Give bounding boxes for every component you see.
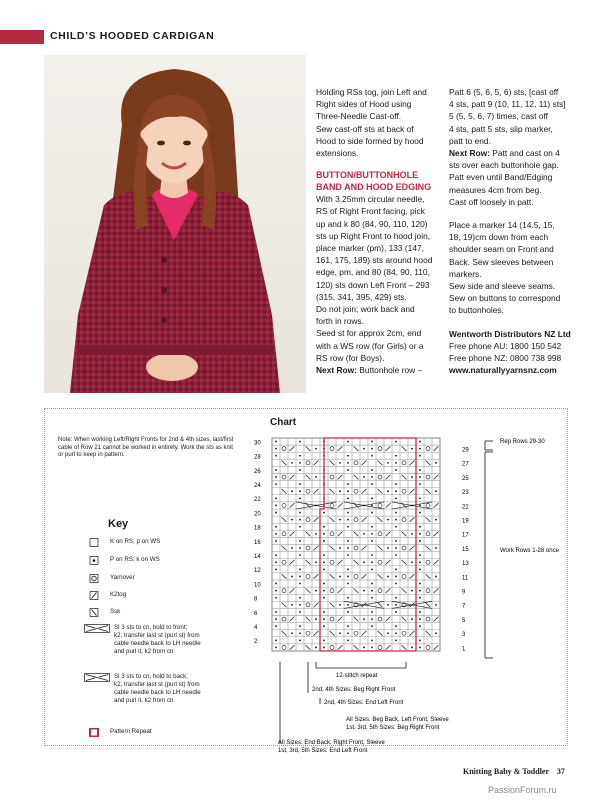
finishing-paragraph: Place a marker 14 (14.5, 15, 18, 19)cm down from each shoulder seam on Front and Back. Sew sleeves between markers. Sew side and sleeve seams. Sew on buttons to correspond to buttonholes. — [449, 220, 561, 316]
purl-stitch — [387, 519, 389, 521]
purl-stitch — [299, 632, 301, 634]
right-row-number: 1 — [462, 646, 466, 653]
purl-stitch — [411, 618, 413, 620]
purl-stitch — [291, 519, 293, 521]
header-accent-bar — [0, 30, 44, 44]
purl-stitch — [371, 505, 373, 507]
purl-stitch — [323, 583, 325, 585]
purl-stitch — [395, 497, 397, 499]
key-item-cable-back: Sl 3 sts to cn, hold to back; k2, transfer last st (purl st) from cable needle back to LH needle and purl it, k2 from cn — [84, 673, 201, 705]
purl-stitch — [323, 561, 325, 563]
purl-stitch — [371, 618, 373, 620]
purl-stitch — [395, 526, 397, 528]
key-item-knit: K on RS; p on WS — [84, 538, 160, 547]
purl-stitch — [419, 505, 421, 507]
left-row-number: 18 — [254, 525, 261, 532]
purl-stitch — [419, 568, 421, 570]
right-row-number: 21 — [462, 504, 469, 511]
purl-stitch — [371, 526, 373, 528]
purl-stitch — [419, 597, 421, 599]
purl-stitch — [323, 597, 325, 599]
purl-stitch — [435, 490, 437, 492]
purl-stitch — [347, 625, 349, 627]
website-link[interactable]: www.naturallyyarnsnz.com — [449, 365, 557, 376]
purl-stitch — [435, 604, 437, 606]
sizes-24-beg-right-front: 2nd, 4th Sizes: Beg Right Front — [312, 687, 396, 693]
stitch-repeat-bracket — [316, 662, 406, 668]
purl-stitch — [435, 519, 437, 521]
purl-stitch — [339, 604, 341, 606]
right-row-number: 15 — [462, 546, 469, 553]
purl-stitch — [363, 476, 365, 478]
purl-stitch — [291, 547, 293, 549]
purl-stitch — [275, 590, 277, 592]
key-item-cable-front: Sl 3 sts to cn, hold to front; k2, transfer last st (purl st) from cable needle back to LH needle and purl it, k2 from cn — [84, 624, 201, 656]
purl-stitch — [275, 497, 277, 499]
purl-stitch — [387, 604, 389, 606]
purl-stitch — [371, 561, 373, 563]
purl-stitch — [395, 583, 397, 585]
hood-join-paragraph: Holding RSs tog, join Left and Right sides of Hood using Three-Needle Cast-off. Sew cast-off sts at back of Hood to side formed by hood extensions. — [316, 87, 427, 159]
right-row-number: 9 — [462, 589, 466, 596]
purl-stitch — [419, 625, 421, 627]
purl-stitch — [275, 441, 277, 443]
purl-stitch — [299, 554, 301, 556]
purl-stitch — [371, 568, 373, 570]
purl-stitch — [347, 490, 349, 492]
purl-stitch — [347, 576, 349, 578]
purl-stitch — [371, 554, 373, 556]
purl-stitch — [395, 597, 397, 599]
left-row-number: 6 — [254, 610, 258, 617]
left-row-number: 26 — [254, 468, 261, 475]
purl-stitch — [419, 469, 421, 471]
purl-stitch — [419, 448, 421, 450]
purl-stitch — [347, 469, 349, 471]
phone-nz: Free phone NZ: 0800 738 998 — [449, 353, 562, 364]
left-row-number: 10 — [254, 582, 261, 589]
purl-stitch — [411, 476, 413, 478]
right-row-number: 25 — [462, 475, 469, 482]
purl-stitch — [395, 568, 397, 570]
purl-stitch — [371, 512, 373, 514]
purl-stitch — [275, 483, 277, 485]
purl-stitch — [299, 604, 301, 606]
purl-stitch — [315, 590, 317, 592]
purl-stitch — [299, 576, 301, 578]
purl-stitch — [323, 590, 325, 592]
purl-stitch — [275, 561, 277, 563]
purl-stitch — [387, 490, 389, 492]
key-item-k2tog: K2tog — [84, 591, 126, 600]
instructions-column-2 — [449, 86, 579, 376]
right-row-number: 7 — [462, 603, 466, 610]
purl-stitch — [347, 441, 349, 443]
purl-stitch — [323, 526, 325, 528]
purl-stitch — [299, 519, 301, 521]
work-rows-bracket — [485, 452, 493, 658]
purl-stitch — [323, 625, 325, 627]
phone-au: Free phone AU: 1800 150 542 — [449, 340, 562, 351]
purl-stitch — [411, 590, 413, 592]
left-row-number: 28 — [254, 454, 261, 461]
purl-stitch — [419, 647, 421, 649]
purl-symbol-icon — [84, 556, 106, 565]
buttonhole-row-line — [316, 364, 440, 376]
purl-stitch — [395, 490, 397, 492]
chart-grid — [272, 438, 440, 651]
chart-title: Chart — [270, 417, 297, 428]
purl-stitch — [347, 547, 349, 549]
pattern-repeat-symbol-icon — [84, 728, 106, 737]
purl-stitch — [419, 590, 421, 592]
cable-back-symbol-icon — [84, 673, 110, 682]
cable-front-symbol-icon — [84, 624, 110, 633]
purl-stitch — [315, 618, 317, 620]
right-row-number: 13 — [462, 561, 469, 568]
next-row-text: Buttonhole row – — [356, 365, 423, 376]
purl-stitch — [291, 576, 293, 578]
purl-stitch — [363, 647, 365, 649]
purl-stitch — [275, 533, 277, 535]
purl-stitch — [419, 618, 421, 620]
chart-right-row-numbers — [462, 447, 469, 652]
page-footer — [463, 767, 565, 776]
purl-stitch — [395, 469, 397, 471]
purl-stitch — [419, 540, 421, 542]
purl-stitch — [347, 462, 349, 464]
buttonhole-paragraph: Patt 6 (5, 6, 5, 6) sts, [cast off 4 sts, patt 9 (10, 11, 12, 11) sts] 5 (5, 5, 6, 7) times, cast off 4 sts, patt 5 sts, slip marker, patt to end. — [449, 87, 566, 146]
purl-stitch — [339, 547, 341, 549]
purl-stitch — [371, 455, 373, 457]
chart-left-row-numbers — [254, 440, 261, 645]
purl-stitch — [347, 455, 349, 457]
purl-stitch — [299, 462, 301, 464]
purl-stitch — [411, 448, 413, 450]
purl-stitch — [395, 462, 397, 464]
purl-stitch — [435, 462, 437, 464]
purl-stitch — [315, 647, 317, 649]
purl-stitch — [371, 597, 373, 599]
left-row-number: 12 — [254, 568, 261, 575]
all-sizes-beg-label: All Sizes: Beg Back, Left Front, Sleeve 1st, 3rd, 5th Sizes: Beg Right Front — [346, 717, 449, 731]
cast-on-line — [449, 147, 579, 208]
purl-stitch — [347, 526, 349, 528]
page-number: 37 — [556, 767, 565, 776]
distributor-name: Wentworth Distributors NZ Ltd — [449, 328, 571, 339]
right-row-number: 11 — [462, 575, 469, 582]
purl-stitch — [371, 583, 373, 585]
purl-stitch — [275, 583, 277, 585]
purl-stitch — [299, 441, 301, 443]
purl-stitch — [275, 476, 277, 478]
next-row-label-2: Next Row: — [449, 148, 490, 159]
purl-stitch — [419, 483, 421, 485]
purl-stitch — [275, 568, 277, 570]
rep-rows-label: Rep Rows 29-30 — [500, 439, 545, 445]
left-row-number: 22 — [254, 497, 261, 504]
purl-stitch — [347, 632, 349, 634]
key-item-purl: P on RS; k on WS — [84, 556, 160, 565]
purl-stitch — [419, 526, 421, 528]
purl-stitch — [291, 632, 293, 634]
purl-stitch — [371, 483, 373, 485]
purl-stitch — [411, 647, 413, 649]
purl-stitch — [323, 512, 325, 514]
purl-stitch — [347, 583, 349, 585]
yarnover-symbol-icon — [84, 574, 106, 583]
purl-stitch — [275, 597, 277, 599]
stitch-repeat-label: 12-stitch repeat — [336, 673, 378, 679]
key-item-pattern-repeat: Pattern Repeat — [84, 728, 152, 737]
purl-stitch — [435, 547, 437, 549]
purl-stitch — [395, 540, 397, 542]
purl-stitch — [299, 526, 301, 528]
purl-stitch — [323, 611, 325, 613]
purl-stitch — [395, 611, 397, 613]
right-row-number: 19 — [462, 518, 469, 525]
magazine-name: Knitting Baby & Toddler — [463, 767, 549, 776]
purl-stitch — [363, 590, 365, 592]
purl-stitch — [347, 604, 349, 606]
purl-stitch — [291, 462, 293, 464]
purl-stitch — [275, 639, 277, 641]
purl-stitch — [275, 540, 277, 542]
purl-stitch — [275, 618, 277, 620]
purl-stitch — [395, 632, 397, 634]
purl-stitch — [419, 533, 421, 535]
right-row-number: 27 — [462, 461, 469, 468]
purl-stitch — [395, 547, 397, 549]
purl-stitch — [339, 632, 341, 634]
purl-stitch — [371, 625, 373, 627]
next-row-text-2: Patt and cast on 4 sts over each buttonhole gap. Patt even until Band/Edging measures 4cm from beg. Cast off loosely in patt. — [449, 148, 560, 207]
purl-stitch — [371, 590, 373, 592]
purl-stitch — [299, 512, 301, 514]
purl-stitch — [371, 476, 373, 478]
purl-stitch — [275, 554, 277, 556]
purl-stitch — [299, 540, 301, 542]
right-row-number: 5 — [462, 617, 466, 624]
right-row-number: 3 — [462, 632, 466, 639]
purl-stitch — [419, 639, 421, 641]
right-row-number: 17 — [462, 532, 469, 539]
left-row-number: 4 — [254, 624, 258, 631]
purl-stitch — [347, 568, 349, 570]
purl-stitch — [299, 497, 301, 499]
purl-stitch — [299, 625, 301, 627]
left-row-number: 16 — [254, 539, 261, 546]
purl-stitch — [435, 632, 437, 634]
purl-stitch — [435, 576, 437, 578]
right-row-number: 23 — [462, 490, 469, 497]
purl-stitch — [419, 611, 421, 613]
purl-stitch — [371, 533, 373, 535]
purl-stitch — [347, 597, 349, 599]
purl-stitch — [323, 540, 325, 542]
purl-stitch — [347, 512, 349, 514]
purl-stitch — [347, 540, 349, 542]
purl-stitch — [299, 455, 301, 457]
purl-stitch — [275, 505, 277, 507]
rep-rows-bracket — [485, 441, 493, 450]
knit-symbol-icon — [84, 538, 106, 547]
watermark: PassionForum.ru — [488, 785, 557, 795]
purl-stitch — [363, 533, 365, 535]
purl-stitch — [347, 554, 349, 556]
k2tog-symbol-icon — [84, 591, 106, 600]
purl-stitch — [299, 583, 301, 585]
purl-stitch — [299, 597, 301, 599]
purl-stitch — [363, 448, 365, 450]
all-sizes-end-label: All Sizes: End Back, Right Front, Sleeve 1st, 3rd, 5th Sizes: End Left Front — [278, 740, 385, 754]
purl-stitch — [275, 625, 277, 627]
purl-stitch — [419, 476, 421, 478]
left-row-number: 8 — [254, 596, 258, 603]
purl-stitch — [315, 476, 317, 478]
left-row-number: 14 — [254, 553, 261, 560]
purl-stitch — [371, 647, 373, 649]
purl-stitch — [299, 490, 301, 492]
purl-stitch — [315, 448, 317, 450]
purl-stitch — [395, 639, 397, 641]
left-row-number: 30 — [254, 440, 261, 447]
purl-stitch — [387, 576, 389, 578]
knitting-chart — [250, 428, 570, 758]
purl-stitch — [363, 561, 365, 563]
purl-stitch — [315, 533, 317, 535]
band-pickup-paragraph: With 3.25mm circular needle, RS of Right Front facing, pick up and k 80 (84, 90, 110, 120) sts up Right Front to hood join, place marker (pm), 133 (147, 161, 175, 189) sts around hood edge, pm, and 80 (84, 90, 110, 120) sts down Left Front – 293 (315, 341, 395, 429) sts. Do not join; work back and forth in rows. Seed st for approx 2cm, end with a WS row (for Girls) or a RS row (for Boys). — [316, 194, 433, 363]
purl-stitch — [395, 519, 397, 521]
purl-stitch — [275, 647, 277, 649]
purl-stitch — [275, 469, 277, 471]
purl-stitch — [339, 576, 341, 578]
purl-stitch — [395, 455, 397, 457]
purl-stitch — [275, 512, 277, 514]
purl-stitch — [275, 448, 277, 450]
purl-stitch — [387, 547, 389, 549]
purl-stitch — [419, 441, 421, 443]
work-rows-label: Work Rows 1-28 once — [500, 548, 559, 554]
purl-stitch — [323, 533, 325, 535]
key-title: Key — [108, 518, 129, 530]
purl-stitch — [371, 540, 373, 542]
purl-stitch — [275, 455, 277, 457]
purl-stitch — [371, 639, 373, 641]
purl-stitch — [395, 576, 397, 578]
purl-stitch — [339, 519, 341, 521]
purl-stitch — [411, 533, 413, 535]
purl-stitch — [395, 625, 397, 627]
purl-stitch — [371, 611, 373, 613]
purl-stitch — [315, 561, 317, 563]
page-title: CHILD’S HOODED CARDIGAN — [50, 30, 215, 42]
purl-stitch — [347, 497, 349, 499]
chart-note: Note: When working Left/Right Fronts for 2nd & 4th sizes, last/first cable of Row 21 cannot be worked in entirety. Work the sts as knit or purl to keep in pattern. — [58, 437, 234, 459]
purl-stitch — [323, 647, 325, 649]
purl-stitch — [395, 441, 397, 443]
purl-stitch — [363, 618, 365, 620]
key-item-yarnover: Yarnover — [84, 574, 135, 583]
purl-stitch — [299, 483, 301, 485]
purl-stitch — [347, 519, 349, 521]
purl-stitch — [395, 512, 397, 514]
purl-stitch — [411, 561, 413, 563]
left-row-number: 24 — [254, 482, 261, 489]
ssk-symbol-icon — [84, 608, 106, 617]
purl-stitch — [419, 554, 421, 556]
purl-stitch — [371, 448, 373, 450]
left-row-number: 2 — [254, 639, 258, 646]
purl-stitch — [419, 561, 421, 563]
sizes-24-end-left-front: 2nd, 4th Sizes: End Left Front — [324, 700, 404, 706]
purl-stitch — [395, 483, 397, 485]
purl-stitch — [387, 632, 389, 634]
purl-stitch — [419, 583, 421, 585]
purl-stitch — [339, 462, 341, 464]
purl-stitch — [275, 526, 277, 528]
purl-stitch — [291, 604, 293, 606]
purl-stitch — [347, 483, 349, 485]
purl-stitch — [339, 490, 341, 492]
purl-stitch — [371, 441, 373, 443]
purl-stitch — [291, 490, 293, 492]
purl-stitch — [395, 604, 397, 606]
purl-stitch — [275, 611, 277, 613]
purl-stitch — [299, 611, 301, 613]
purl-stitch — [323, 554, 325, 556]
band-edging-heading: BUTTON/BUTTONHOLE BAND AND HOOD EDGING — [316, 170, 432, 193]
next-row-label: Next Row: — [316, 365, 357, 376]
key-item-ssk: Ssk — [84, 608, 120, 617]
purl-stitch — [419, 512, 421, 514]
right-row-number: 29 — [462, 447, 469, 454]
left-row-number: 20 — [254, 511, 261, 518]
purl-stitch — [395, 554, 397, 556]
purl-stitch — [299, 547, 301, 549]
purl-stitch — [347, 639, 349, 641]
purl-stitch — [347, 611, 349, 613]
instructions-column-1 — [316, 86, 440, 376]
purl-stitch — [299, 568, 301, 570]
purl-stitch — [299, 639, 301, 641]
purl-stitch — [299, 469, 301, 471]
cardigan-photo — [44, 55, 306, 393]
purl-stitch — [371, 497, 373, 499]
purl-stitch — [323, 639, 325, 641]
purl-stitch — [323, 568, 325, 570]
purl-stitch — [323, 618, 325, 620]
purl-stitch — [371, 469, 373, 471]
purl-stitch — [387, 462, 389, 464]
purl-stitch — [419, 497, 421, 499]
purl-stitch — [419, 455, 421, 457]
girl-in-cardigan-illustration — [44, 55, 306, 393]
